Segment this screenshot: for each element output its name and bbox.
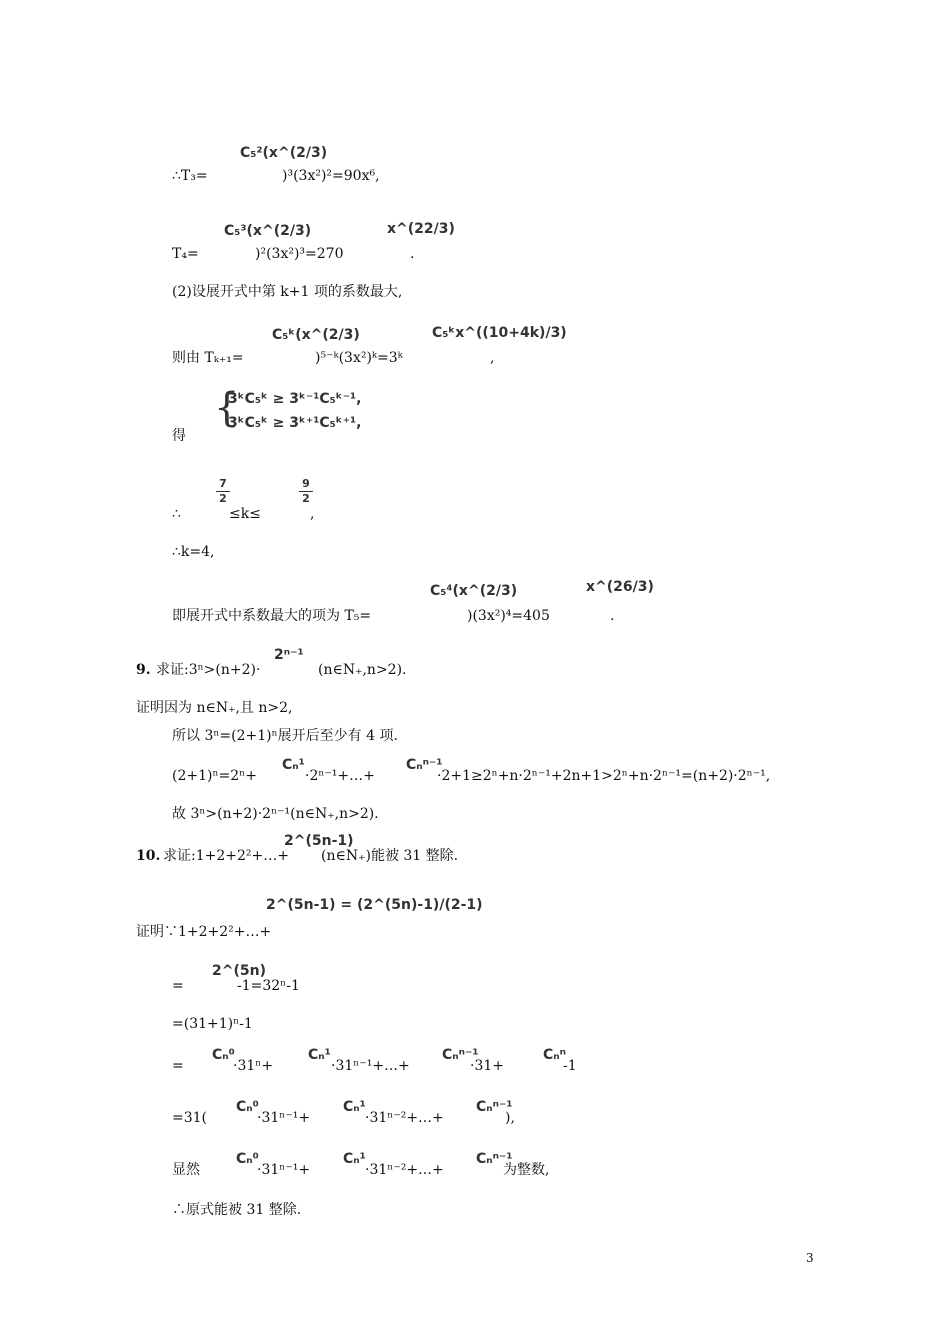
range-end: , — [310, 506, 315, 522]
general-term-middle: )⁵⁻ᵏ(3x²)ᵏ=3ᵏ — [315, 350, 403, 366]
proof-10-line-6-a: ·31ⁿ⁻¹+ — [257, 1162, 311, 1178]
proof-10-line-5-b: ·31ⁿ⁻²+…+ — [365, 1110, 444, 1126]
k-value: ∴k=4, — [172, 544, 215, 560]
range-lower-numerator: 7 — [219, 477, 227, 490]
proof-10-line-4-b: ·31ⁿ⁻¹+…+ — [331, 1058, 410, 1074]
proof-10-line-6-b: ·31ⁿ⁻²+…+ — [365, 1162, 444, 1178]
proof-9-expansion-mid1: ·2ⁿ⁻¹+…+ — [305, 768, 375, 784]
t4-middle: )²(3x²)³=270 — [255, 246, 344, 262]
range-upper-denominator: 2 — [302, 492, 310, 505]
problem-10-power: 2^(5n-1) — [284, 833, 354, 849]
proof-9-line-1: 证明因为 n∈N₊,且 n>2, — [136, 700, 293, 716]
system-row-1: 3ᵏC₅ᵏ ≥ 3ᵏ⁻¹C₅ᵏ⁻¹, — [228, 391, 362, 407]
proof-10-line-2-prefix: = — [172, 978, 184, 994]
t4-binomial-formula: C₅³(x^(2/3) — [224, 223, 312, 239]
proof-10-power: 2^(5n) — [212, 963, 266, 979]
proof-10-line-6-coef-1: Cₙ⁰ — [236, 1151, 259, 1167]
proof-10-line-4-prefix: = — [172, 1058, 184, 1074]
problem-9-number: 9. — [136, 662, 151, 678]
range-upper-fraction — [299, 478, 313, 505]
t3-prefix: ∴T₃= — [172, 168, 208, 184]
proof-9-line-2: 所以 3ⁿ=(2+1)ⁿ展开后至少有 4 项. — [172, 728, 398, 744]
general-term-end: , — [490, 350, 495, 366]
proof-10-line-4-coef-2: Cₙ¹ — [308, 1047, 331, 1063]
problem-10-number: 10. — [136, 848, 161, 864]
t3-result: )³(3x²)²=90x⁶, — [282, 168, 380, 184]
problem-9-statement: 求证:3ⁿ>(n+2)· — [156, 662, 261, 678]
proof-10-line-4-a: ·31ⁿ+ — [233, 1058, 274, 1074]
general-term-formula: C₅ᵏx^((10+4k)/3) — [432, 325, 567, 341]
max-term-binomial: C₅⁴(x^(2/3) — [430, 583, 518, 599]
proof-10-line-5-a: ·31ⁿ⁻¹+ — [257, 1110, 311, 1126]
part2-intro: (2)设展开式中第 k+1 项的系数最大, — [172, 284, 403, 300]
proof-10-line-6-prefix: 显然 — [172, 1162, 200, 1178]
proof-10-line-5-coef-3: Cₙⁿ⁻¹ — [476, 1099, 513, 1115]
proof-9-expansion-rest: ·2+1≥2ⁿ+n·2ⁿ⁻¹+2n+1>2ⁿ+n·2ⁿ⁻¹=(n+2)·2ⁿ⁻¹, — [437, 768, 771, 784]
max-term-power: x^(26/3) — [586, 579, 654, 595]
proof-10-line-6-coef-2: Cₙ¹ — [343, 1151, 366, 1167]
t4-end: . — [410, 246, 415, 262]
system-brace: { — [214, 385, 240, 431]
t4-prefix: T₄= — [172, 246, 199, 262]
proof-9-coef-2: Cₙⁿ⁻¹ — [406, 757, 443, 773]
problem-10-statement: 求证:1+2+2²+…+ — [163, 848, 289, 864]
proof-10-line-6-c: 为整数, — [503, 1162, 550, 1178]
max-term-middle: )(3x²)⁴=405 — [467, 608, 550, 624]
proof-10-line-4-c: ·31+ — [470, 1058, 504, 1074]
proof-10-line-6-coef-3: Cₙⁿ⁻¹ — [476, 1151, 513, 1167]
page-number: 3 — [806, 1251, 814, 1265]
max-term-prefix: 即展开式中系数最大的项为 T₅= — [172, 608, 372, 624]
range-upper-numerator: 9 — [302, 477, 310, 490]
range-middle: ≤k≤ — [229, 506, 261, 522]
t3-binomial-formula: C₅²(x^(2/3) — [240, 145, 328, 161]
proof-10-line-3: =(31+1)ⁿ-1 — [172, 1016, 253, 1032]
proof-10-line-4-coef-3: Cₙⁿ⁻¹ — [442, 1047, 479, 1063]
t4-power-formula: x^(22/3) — [387, 221, 455, 237]
proof-10-conclusion: ∴原式能被 31 整除. — [172, 1202, 302, 1218]
proof-10-line-5-c: ), — [505, 1110, 515, 1126]
proof-9-conclusion: 故 3ⁿ>(n+2)·2ⁿ⁻¹(n∈N₊,n>2). — [172, 806, 379, 822]
problem-10-condition: (n∈N₊)能被 31 整除. — [321, 848, 459, 864]
proof-10-line-5-coef-1: Cₙ⁰ — [236, 1099, 259, 1115]
range-lower-fraction — [216, 478, 230, 505]
proof-10-line-4-coef-1: Cₙ⁰ — [212, 1047, 235, 1063]
general-term-prefix: 则由 Tₖ₊₁= — [172, 350, 244, 366]
system-row-2: 3ᵏC₅ᵏ ≥ 3ᵏ⁺¹C₅ᵏ⁺¹, — [228, 415, 362, 431]
proof-9-coef-1: Cₙ¹ — [282, 757, 305, 773]
proof-10-line-2: -1=32ⁿ-1 — [237, 978, 300, 994]
proof-10-line-1: 证明∵1+2+2²+…+ — [136, 924, 272, 940]
range-lower-denominator: 2 — [219, 492, 227, 505]
range-prefix: ∴ — [172, 506, 181, 522]
proof-10-line-5-prefix: =31( — [172, 1110, 208, 1126]
proof-10-line-4-coef-4: Cₙⁿ — [543, 1047, 567, 1063]
proof-10-line-4-d: -1 — [563, 1058, 577, 1074]
general-term-binomial: C₅ᵏ(x^(2/3) — [272, 327, 360, 343]
max-term-end: . — [610, 608, 615, 624]
proof-9-expansion-prefix: (2+1)ⁿ=2ⁿ+ — [172, 768, 257, 784]
proof-10-sum-formula: 2^(5n-1) = (2^(5n)-1)/(2-1) — [266, 897, 483, 913]
problem-9-power: 2ⁿ⁻¹ — [274, 647, 304, 663]
problem-9-condition: (n∈N₊,n>2). — [318, 662, 407, 678]
system-prefix: 得 — [172, 428, 186, 444]
proof-10-line-5-coef-2: Cₙ¹ — [343, 1099, 366, 1115]
